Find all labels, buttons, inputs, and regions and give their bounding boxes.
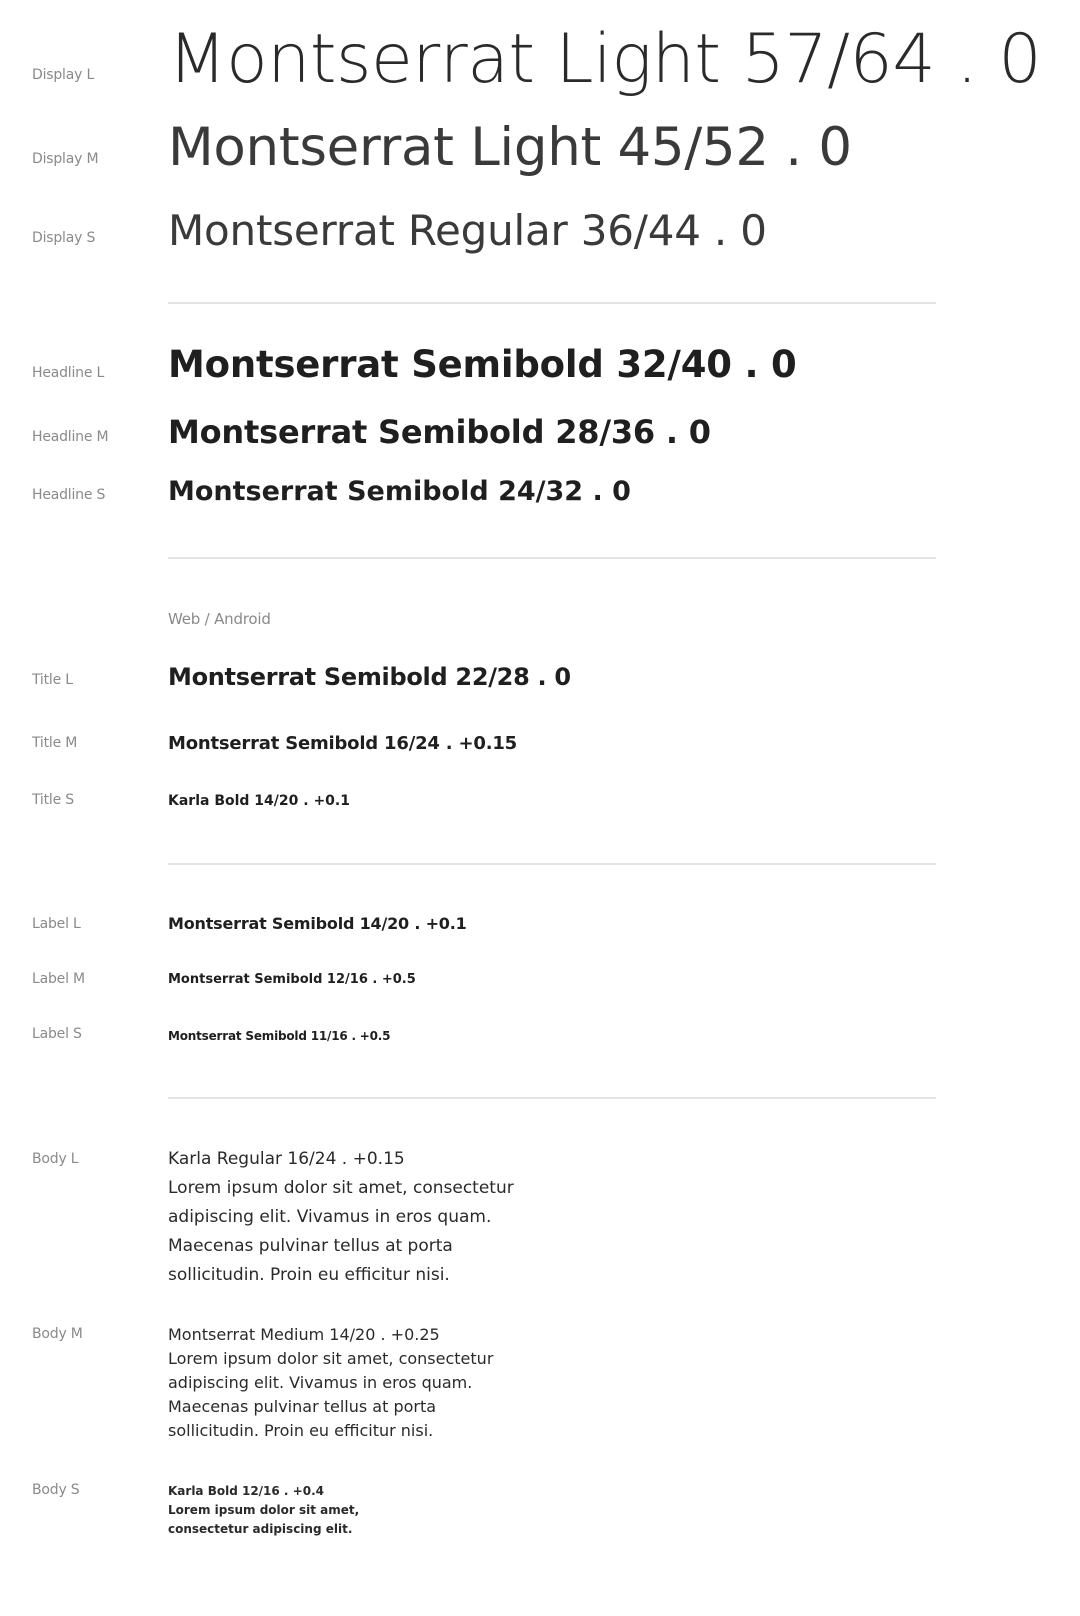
body-m-line: Maecenas pulvinar tellus at porta [168, 1397, 437, 1416]
body-l-line: sollicitudin. Proin eu efficitur nisi. [168, 1265, 450, 1285]
label-m-sample: Montserrat Semibold 12/16 . +0.5 [168, 972, 416, 987]
body-s-label: Body S [32, 1482, 80, 1498]
label-s-label: Label S [32, 1026, 82, 1042]
title-l-sample: Montserrat Semibold 22/28 . 0 [168, 663, 571, 691]
display-l-label: Display L [32, 67, 95, 83]
body-s-sample [168, 1482, 359, 1539]
body-m-line: sollicitudin. Proin eu efficitur nisi. [168, 1421, 434, 1440]
headline-m-label: Headline M [32, 429, 109, 445]
display-m-sample: Montserrat Light 45/52 . 0 [168, 117, 852, 178]
headline-l-label: Headline L [32, 365, 105, 381]
headline-s-label: Headline S [32, 487, 106, 503]
display-m-label: Display M [32, 151, 99, 167]
headline-m-sample: Montserrat Semibold 28/36 . 0 [168, 413, 711, 451]
body-m-line: Lorem ipsum dolor sit amet, consectetur [168, 1349, 494, 1368]
headline-s-sample: Montserrat Semibold 24/32 . 0 [168, 476, 631, 507]
title-s-label: Title S [32, 792, 74, 808]
section-divider [168, 863, 936, 865]
title-m-label: Title M [32, 735, 78, 751]
body-s-line: consectetur adipiscing elit. [168, 1522, 353, 1536]
label-l-label: Label L [32, 916, 81, 932]
body-l-spec: Karla Regular 16/24 . +0.15 [168, 1149, 405, 1169]
body-m-sample [168, 1323, 493, 1443]
title-s-sample: Karla Bold 14/20 . +0.1 [168, 793, 350, 809]
body-m-line: adipiscing elit. Vivamus in eros quam. [168, 1373, 473, 1392]
label-s-sample: Montserrat Semibold 11/16 . +0.5 [168, 1029, 391, 1043]
label-l-sample: Montserrat Semibold 14/20 . +0.1 [168, 914, 467, 933]
title-l-label: Title L [32, 672, 73, 688]
section-divider [168, 557, 936, 559]
body-l-sample [168, 1145, 514, 1290]
platform-note: Web / Android [168, 610, 271, 628]
body-l-label: Body L [32, 1151, 79, 1167]
title-m-sample: Montserrat Semibold 16/24 . +0.15 [168, 733, 517, 754]
body-s-spec: Karla Bold 12/16 . +0.4 [168, 1484, 324, 1498]
label-m-label: Label M [32, 971, 85, 987]
display-s-label: Display S [32, 230, 96, 246]
body-s-line: Lorem ipsum dolor sit amet, [168, 1503, 360, 1517]
body-m-label: Body M [32, 1326, 83, 1342]
display-l-sample: Montserrat Light 57/64 . 0 [168, 20, 1042, 99]
body-l-line: adipiscing elit. Vivamus in eros quam. [168, 1207, 492, 1227]
section-divider [168, 302, 936, 304]
headline-l-sample: Montserrat Semibold 32/40 . 0 [168, 343, 797, 386]
body-l-line: Lorem ipsum dolor sit amet, consectetur [168, 1178, 514, 1198]
body-m-spec: Montserrat Medium 14/20 . +0.25 [168, 1325, 440, 1344]
display-s-sample: Montserrat Regular 36/44 . 0 [168, 206, 767, 255]
section-divider [168, 1097, 936, 1099]
body-l-line: Maecenas pulvinar tellus at porta [168, 1236, 453, 1256]
